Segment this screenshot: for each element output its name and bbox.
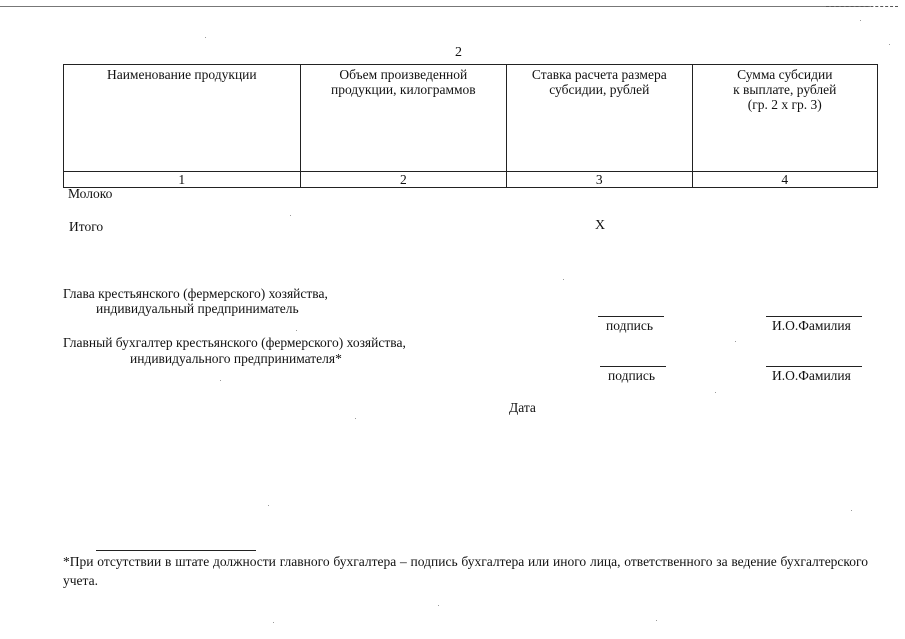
scan-edge-dash [826, 6, 898, 7]
accountant-title-line1: Главный бухгалтер крестьянского (фермерского) хозяйства, [63, 335, 406, 350]
column-number: 3 [507, 172, 692, 188]
column-number: 4 [692, 172, 877, 188]
header-line: субсидии, рублей [549, 82, 650, 97]
scan-speck [438, 605, 439, 606]
header-line: (гр. 2 х гр. 3) [747, 97, 822, 112]
head-signature-label: подпись [606, 318, 654, 333]
scan-speck [205, 37, 206, 38]
header-product-name [64, 65, 301, 172]
head-name-line [766, 316, 862, 317]
scan-speck [290, 215, 291, 216]
header-line: Сумма субсидии [737, 67, 833, 82]
scan-speck [851, 510, 852, 511]
scan-speck [735, 341, 736, 342]
total-rate-mark: Х [595, 218, 606, 233]
subsidy-table [63, 64, 878, 188]
footnote-separator [96, 550, 256, 551]
scan-edge-line [0, 6, 870, 7]
header-line: Объем произведенной [339, 67, 468, 82]
head-title-line1: Глава крестьянского (фермерского) хозяйства, [63, 286, 328, 301]
row-label-total: Итого [69, 219, 104, 234]
scan-speck [220, 380, 221, 381]
scan-speck [268, 505, 269, 506]
header-line: к выплате, рублей [733, 82, 837, 97]
header-rate [507, 65, 692, 172]
header-line: Ставка расчета размера [531, 67, 667, 82]
accountant-name-label: И.О.Фамилия [772, 368, 851, 383]
scan-speck [355, 418, 356, 419]
accountant-name-line [766, 366, 862, 367]
scan-speck [889, 44, 890, 45]
head-title-line2: индивидуальный предприниматель [96, 301, 299, 316]
footnote-text: *При отсутствии в штате должности главного бухгалтера – подпись бухгалтера или иного лица, ответственного за ведение бухгалтерского учета. [63, 554, 868, 588]
column-number: 2 [300, 172, 507, 188]
head-signature-line [598, 316, 664, 317]
header-volume [300, 65, 507, 172]
header-line: продукции, килограммов [330, 82, 476, 97]
scan-speck [563, 279, 564, 280]
accountant-title-line2: индивидуального предпринимателя* [130, 351, 342, 366]
head-name-label: И.О.Фамилия [772, 318, 851, 333]
page-number: 2 [455, 45, 462, 60]
header-line: Наименование продукции [106, 67, 257, 82]
date-label: Дата [509, 400, 536, 415]
column-number: 1 [64, 172, 301, 188]
scan-speck [860, 20, 861, 21]
accountant-signature-line [600, 366, 666, 367]
scan-speck [296, 330, 297, 331]
table-header-row [64, 65, 878, 172]
row-label-milk: Молоко [68, 186, 113, 201]
accountant-signature-label: подпись [608, 368, 656, 383]
scan-speck [656, 620, 657, 621]
scan-speck [715, 392, 716, 393]
column-number-row [64, 172, 878, 188]
header-subsidy-sum [692, 65, 877, 172]
scan-speck [273, 622, 274, 623]
